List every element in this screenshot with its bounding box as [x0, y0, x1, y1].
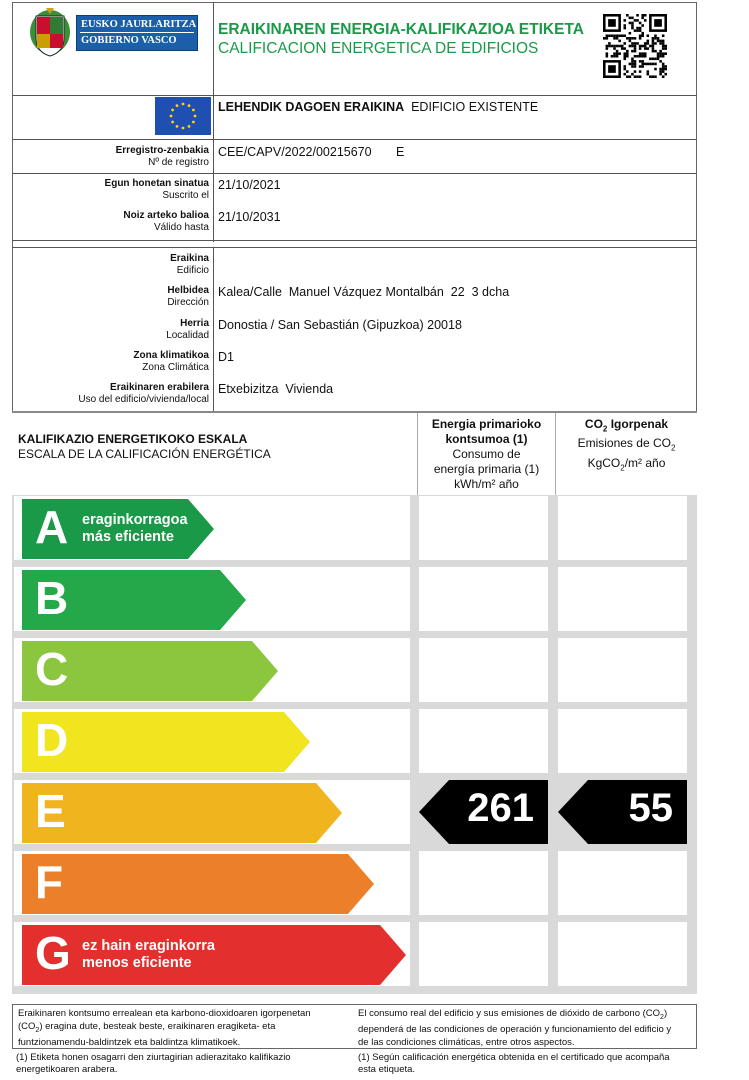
emissions-cell-f [558, 851, 687, 915]
building-type-eu: LEHENDIK DAGOEN ERAIKINA [218, 100, 405, 114]
grade-letter-f: F [35, 856, 64, 908]
consumption-unit: kWh/m² año [454, 477, 519, 491]
footnote-es [358, 1052, 694, 1076]
building-type-es: EDIFICIO EXISTENTE [411, 100, 539, 114]
building-label-es: Edificio [176, 265, 209, 276]
scale-row-c [14, 638, 410, 702]
locality-label-eu: Herria [180, 318, 209, 329]
address-label-es: Dirección [167, 297, 209, 308]
grade-letter-g: G [35, 927, 71, 979]
gov-name-es: GOBIERNO VASCO [81, 35, 177, 46]
registry-number: CEE/CAPV/2022/00215670 [218, 145, 372, 159]
consumption-marker [419, 780, 548, 849]
label-title-eu: ERAIKINAREN ENERGIA-KALIFIKAZIOA ETIKETA [218, 21, 584, 38]
valid-label-eu: Noiz arteko balioa [123, 210, 209, 221]
note-es-2: dependerá de las condiciones de operación y funcionamiento del edificio y [358, 1024, 672, 1036]
label-title-es: CALIFICACION ENERGETICA DE EDIFICIOS [218, 40, 539, 57]
consumption-title-eu-1: Energia primarioko [431, 417, 542, 431]
emissions-cell-c [558, 638, 687, 702]
consumption-cell-e [419, 780, 548, 844]
footnote-eu-1: (1) Etiketa honen osagarri den ziurtagirian adierazitako kalifikazio [16, 1052, 291, 1063]
emissions-cell-b [558, 567, 687, 631]
basque-gov-logo [28, 8, 200, 58]
emissions-unit-pre: KgCO [587, 455, 621, 470]
grade-caption-es: menos eficiente [82, 955, 192, 971]
emissions-cell-g [558, 922, 687, 986]
use-label-es: Uso del edificio/vivienda/local [78, 394, 209, 405]
emissions-header: $CO_2$ Igorpenak Emisiones de $CO_2$ KgCO$_2$/m² año [577, 417, 676, 473]
building-type [218, 100, 538, 114]
note-eu-1: Eraikinaren kontsumo errealean eta karbono-dioxidoaren igorpenetan [18, 1008, 311, 1019]
address-label-eu: Helbidea [167, 285, 209, 296]
scale-row-d [14, 709, 410, 773]
emissions-marker [558, 780, 687, 849]
address-value: Kalea/Calle Manuel Vázquez Montalbán 22 3 dcha [218, 285, 510, 299]
locality-value: Donostia / San Sebastián (Gipuzkoa) 20018 [218, 318, 462, 332]
scale-row-a [14, 496, 410, 560]
emissions-unit-post: /m² año [624, 455, 666, 470]
emissions-cell-e [558, 780, 687, 844]
grade-arrow-c [22, 641, 278, 701]
signed-label-eu: Egun honetan sinatua [104, 178, 209, 189]
building-label-eu: Eraikina [170, 253, 209, 264]
footnote-eu-2: energetikoaren arabera. [16, 1064, 118, 1075]
consumption-title-es-2: energía primaria (1) [433, 462, 540, 476]
grade-caption-a [82, 512, 188, 546]
grade-arrow-b [22, 570, 246, 630]
registry-grade: E [396, 145, 405, 159]
consumption-marker-value: 261 [467, 786, 534, 830]
note-eu-2a: (CO [18, 1020, 36, 1032]
consumption-title-es-1: Consumo de [452, 447, 521, 461]
footnote-eu [16, 1052, 346, 1076]
emissions-title-eu: Igorpenak [610, 417, 669, 431]
note-eu-3: funtzionamendu-baldintzek eta baldintza klimatikoek. [18, 1036, 241, 1048]
zone-label-es: Zona Climática [142, 362, 209, 373]
note-es: El consumo real del edificio y sus emisiones de dióxido de carbono $(CO_2)$ dependerá de las condiciones de operación y funcionamiento del edificio y de las condiciones climáticas, entre otros aspectos. [358, 1008, 694, 1049]
note-es-3: de las condiciones climáticas, entre otros aspectos. [358, 1036, 575, 1048]
grade-caption-es: más eficiente [82, 529, 174, 545]
emissions-title-es: Emisiones de CO [577, 436, 671, 451]
scale-row-g [14, 922, 410, 986]
footnote-es-1: (1) Según calificación energética obtenida en el certificado que acompaña [358, 1052, 670, 1063]
grade-caption-eu: ez hain eraginkorra [82, 938, 215, 954]
valid-date: 21/10/2031 [218, 210, 281, 224]
note-es-1: El consumo real del edificio y sus emisiones de dióxido de carbono (CO [358, 1008, 661, 1019]
signed-date: 21/10/2021 [218, 178, 281, 192]
eu-flag-icon [155, 97, 211, 135]
gov-name-eu: EUSKO JAURLARITZA [81, 19, 197, 30]
grade-arrow-f [22, 854, 374, 914]
signed-label-es: Suscrito el [162, 190, 209, 201]
consumption-cell-a [419, 496, 548, 560]
consumption-title-eu-2: kontsumoa (1) [445, 432, 528, 446]
scale-row-f [14, 851, 410, 915]
valid-label-es: Válido hasta [153, 222, 209, 233]
emissions-cell-a [558, 496, 687, 560]
qr-code-icon [603, 14, 667, 78]
grade-caption-eu: eraginkorragoa [82, 512, 188, 528]
registry-label-eu: Erregistro-zenbakia [115, 145, 209, 156]
emissions-cell-d [558, 709, 687, 773]
consumption-cell-g [419, 922, 548, 986]
grade-letter-b: B [35, 572, 69, 624]
scale-row-e [14, 780, 410, 844]
consumption-cell-f [419, 851, 548, 915]
grade-letter-d: D [35, 714, 69, 766]
grade-arrow-g [22, 925, 406, 985]
zone-value: D1 [218, 350, 234, 364]
use-label-eu: Eraikinaren erabilera [110, 382, 209, 393]
note-es-1b: ) [663, 1008, 668, 1019]
zone-label-eu: Zona klimatikoa [133, 350, 209, 361]
grade-letter-c: C [35, 643, 69, 695]
consumption-cell-b [419, 567, 548, 631]
grade-arrow-d [22, 712, 310, 772]
consumption-cell-c [419, 638, 548, 702]
grade-letter-a: A [35, 501, 69, 553]
note-eu: Eraikinaren kontsumo errealean eta karbono-dioxidoaren igorpenetan $(CO_2)$ eragina dute, besteak beste, eraikinaren eragiketa- eta funtzionamendu-baldintzek eta baldintza klimatikoek. [18, 1008, 348, 1049]
grade-arrow-e [22, 783, 342, 843]
grade-arrow-a [22, 499, 214, 559]
grade-caption-g [82, 938, 215, 972]
locality-label-es: Localidad [166, 330, 209, 341]
use-value: Etxebizitza Vivienda [218, 382, 334, 396]
coat-of-arms-icon [28, 8, 72, 58]
consumption-header [418, 417, 555, 492]
note-eu-2b: ) eragina dute, besteak beste, eraikinaren eragiketa- eta [39, 1020, 276, 1032]
consumption-cell-d [419, 709, 548, 773]
registry-label-es: Nº de registro [148, 157, 209, 168]
grade-letter-e: E [35, 785, 66, 837]
scale-row-b [14, 567, 410, 631]
scale-title-eu: KALIFIKAZIO ENERGETIKOKO ESKALA [18, 432, 248, 446]
emissions-marker-value: 55 [628, 786, 673, 830]
scale-title-es: ESCALA DE LA CALIFICACIÓN ENERGÉTICA [18, 447, 271, 461]
footnote-es-2: esta etiqueta. [358, 1064, 416, 1075]
